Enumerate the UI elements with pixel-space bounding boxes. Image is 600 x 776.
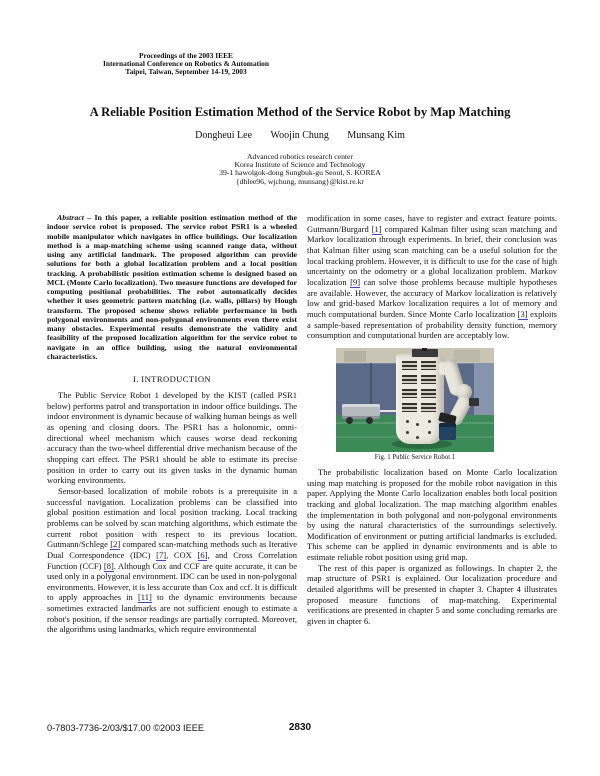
photo-body-hole <box>428 431 431 434</box>
citation-link[interactable]: [11] <box>137 592 152 603</box>
intro-paragraph-3: modification in some cases, have to register and extract feature points. Gutmann/Burgard [1] compared Kalman filter using scan matching and Markov localization through experiments. In brief, their conclusion was that Kalman filter using scan matching can be a useful solution for the local tracking problem. However, it is difficult to use for the case of high uncertainty on the odometry or a global localization problem. Markov localization [9] can solve those problems because multiple hypotheses are available. However, the accuracy of Markov localization is relatively low and grid-based Markov localization requires a lot of memory and much computational burden. Since Monte Carlo localization [3] exploits a sample-based representation of probability density function, memory consumption and computational burden are acceptably low. <box>307 213 557 341</box>
two-column-body <box>47 213 557 635</box>
photo-laser-scanner <box>439 423 456 440</box>
citation-link[interactable]: [2] <box>110 539 121 550</box>
photo-body-hole <box>416 436 419 439</box>
photo-vent-gap <box>417 361 421 370</box>
photo-body-hole <box>406 420 409 423</box>
citation-link[interactable]: [9] <box>350 276 361 287</box>
affiliation-line-1: Advanced robotics research center <box>246 152 354 161</box>
photo-light-panel <box>474 363 494 416</box>
photo-vent-gap <box>417 389 421 398</box>
photo-vent-gap <box>417 375 421 384</box>
photo-body-hole <box>406 431 409 434</box>
left-column <box>47 213 297 635</box>
photo-cart-wheel <box>346 417 353 424</box>
citation-link[interactable]: [1] <box>371 223 382 234</box>
citation-link[interactable]: [6] <box>197 549 208 560</box>
photo-body-hole <box>428 420 431 423</box>
copyright-notice: 0-7803-7736-2/03/$17.00 ©2003 IEEE <box>47 723 204 733</box>
abstract-label: Abstract – <box>57 213 92 222</box>
citation-link[interactable]: [7] <box>156 549 167 560</box>
affiliation-email: {dhlee96, wjchung, munsang}@kist.re.kr <box>235 176 365 186</box>
right-column <box>307 213 557 635</box>
author-1: Dongheui Lee <box>195 130 253 141</box>
affiliation-block <box>0 153 600 186</box>
photo-body-hole <box>416 423 419 426</box>
proceedings-line-2: International Conference on Robotics & Automation <box>103 59 269 68</box>
author-list <box>0 130 600 141</box>
affiliation-line-2: Korea Institute of Science and Technology <box>234 160 366 170</box>
photo-wall-detail <box>344 351 366 362</box>
proceedings-line-3: Taipei, Taiwan, September 14-19, 2003 <box>125 67 247 76</box>
author-3: Munsang Kim <box>347 130 405 141</box>
photo-wall-detail <box>454 350 480 362</box>
proceedings-header <box>40 52 332 76</box>
abstract-text: In this paper, a reliable position estimation method of the indoor service robot is proposed. The service robot PSR1 is a wheeled mobile manipulator which navigates in office buildings. Our localization method is a map-matching scheme using scanned range data, without using any artificial landmark. The proposed algorithm can provide solutions for both a global localization problem and a local position tracking. A probabilistic position estimation scheme is designed based on MCL (Monte Carlo localization). Two measure functions are developed for computing positional probabilities. The robot automatically decides whether it uses geometric pattern matching (i.e. walls, pillars) by Hough transform. The proposed scheme shows reliable performance in both polygonal environments and non-polygonal environments even there exist many obstacles. Experimental results demonstrate the validity and feasibility of the proposed localization algorithm for the service robot to navigate in an office building, using the natural environmental characteristics. <box>47 213 297 361</box>
intro-paragraph-5: The rest of this paper is organized as followings. In chapter 2, the map structure of PSR1 is explained. Our localization procedure and detailed algorithms will be presented in chapter 3. Chapter 4 illustrates proposed measure functions of map-matching. Experimental verifications are presented in chapter 5 and some concluding remarks are given in chapter 6. <box>307 562 557 627</box>
citation-link[interactable]: [8] <box>103 560 114 571</box>
proceedings-line-1: Proceedings of the 2003 IEEE <box>139 51 233 60</box>
figure-photo-psr1-robot <box>336 348 494 452</box>
figure-1 <box>336 348 494 462</box>
paper-title: A Reliable Position Estimation Method of the Service Robot by Map Matching <box>89 105 511 119</box>
abstract-paragraph <box>47 213 297 361</box>
page-number: 2830 <box>288 722 312 733</box>
intro-paragraph-1: The Public Service Robot 1 developed by the KIST (called PSR1 below) performs patrol and transportation in indoor office buildings. The indoor environment is dynamic because of walking human beings as well as opening and closing doors. The PSR1 has a holonomic, omni-directional wheel mechanism which causes worse dead reckoning accuracy than the two-wheel differential drive mechanism because of the shopping cart effect. The PSR1 should be able to estimate its precise position in order to carry out its given tasks in the dynamic human working environments. <box>47 390 297 486</box>
intro-paragraph-2: Sensor-based localization of mobile robots is a prerequisite in a successful navigation. Localization problems can be classified into global position estimation and local position tracking. Local tracking problems can be solved by scan matching algorithms, which estimate the current robot position with respect to its previous location. Gutmann/Schlege [2] compared scan-matching methods such as Iterative Dual Correspondence (IDC) [7], COX [6], and Cross Correlation Function (CCF) [8]. Although Cox and CCF are quite accurate, it can be used only in a polygonal environment. IDC can be used in non-polygonal environments. However, it is less accurate than Cox and ccf. It is difficult to apply approaches in [11] to the dynamic environments because sometimes extracted landmarks are not sufficient enough to estimate a robot's position, if the sensor readings are partially corrupted. Moreover, the algorithms using landmarks, which require environmental <box>47 485 298 635</box>
photo-wrist-sensor <box>469 398 479 406</box>
affiliation-line-3: 39-1 hawolgok-dong Sungbuk-gu Seoul, S. KOREA <box>219 168 381 178</box>
citation-link[interactable]: [3] <box>517 308 528 319</box>
photo-robot-antenna <box>422 348 427 351</box>
photo-cart-wheel <box>366 417 373 424</box>
author-2: Woojin Chung <box>270 130 329 141</box>
section-heading-introduction: I. INTRODUCTION <box>132 374 212 384</box>
figure-1-caption: Fig. 1 Public Service Robot 1 <box>374 453 456 461</box>
intro-paragraph-4: The probabilistic localization based on Monte Carlo localization using map matching is proposed for the mobile robot navigation in this paper. Applying the Monte Carlo localization enables both local position tracking and global localization. The map matching algorithm enables the implementation in both polygonal and non-polygonal environments by using the natural characteristics of the surroundings selectively. Modification of environment or putting artificial landmarks is excluded. This scheme can be applied in dynamic environments and is able to estimate reliable robot position using grid map. <box>307 466 557 563</box>
photo-vent-gap <box>417 403 421 412</box>
